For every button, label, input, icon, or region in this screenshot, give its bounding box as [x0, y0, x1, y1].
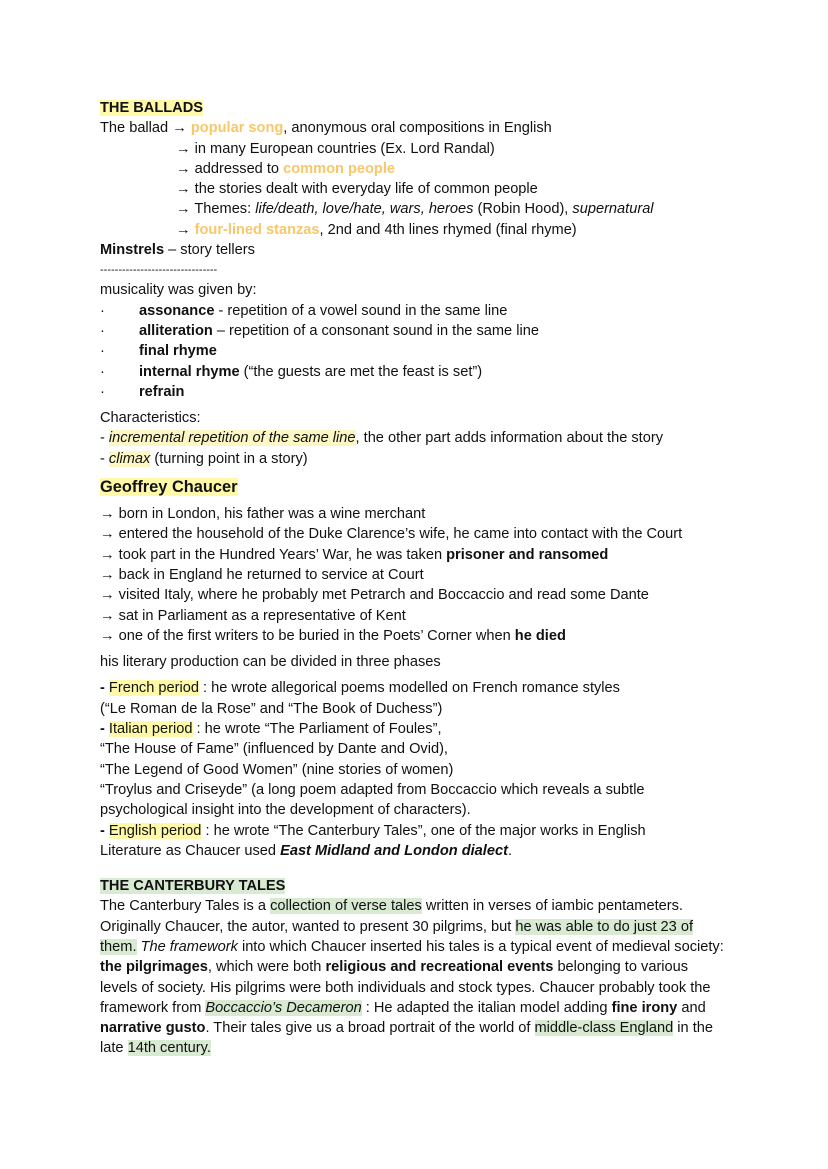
italian-period	[100, 719, 740, 739]
musicality-line: musicality was given by:	[100, 282, 257, 299]
highlight-text: climax	[108, 450, 151, 467]
text: → took part in the Hundred Years’ War, he was taken	[100, 546, 447, 563]
text: (Robin Hood),	[473, 201, 573, 218]
highlight-text: he was able to do just 23 of them.	[100, 918, 694, 955]
highlight-text: incremental repetition of the same line	[108, 430, 356, 447]
section-ballads	[100, 98, 740, 118]
text: : He adapted the italian model adding	[361, 999, 612, 1016]
highlight-text: collection of verse tales	[270, 898, 422, 915]
text: .	[507, 842, 512, 859]
canterbury-paragraph	[100, 896, 726, 1058]
characteristic-1	[100, 428, 740, 448]
text: (“the guests are met the feast is set”)	[239, 363, 483, 380]
text: - repetition of a vowel sound in the same line	[214, 302, 508, 319]
text: Literature as Chaucer used	[100, 842, 281, 859]
text: The ballad →	[100, 120, 191, 137]
phases-intro: his literary production can be divided in three phases	[100, 654, 441, 671]
highlight-text: four-lined stanzas	[194, 221, 320, 238]
ballad-line-3	[100, 159, 740, 179]
highlight-text: Boccaccio’s Decameron	[205, 999, 362, 1016]
bio-line	[100, 565, 740, 585]
text: in the late	[100, 1020, 713, 1057]
ballad-line-5	[100, 199, 740, 219]
text: → Themes:	[176, 201, 256, 218]
bio-line	[100, 626, 740, 646]
ballad-line-6	[100, 220, 740, 240]
highlight-text: popular song	[190, 120, 284, 137]
text: → born in London, his father was a wine merchant	[100, 506, 426, 523]
bold-text: prisoner and ransomed	[446, 546, 609, 563]
list-item	[100, 341, 740, 361]
characteristics-label: Characteristics:	[100, 410, 201, 427]
highlight-text: common people	[283, 160, 395, 177]
bold-text: Minstrels	[100, 242, 165, 259]
dash: -	[100, 680, 109, 697]
bold-text: religious and recreational events	[325, 959, 554, 976]
text: : he wrote allegorical poems modelled on French romance styles	[198, 680, 620, 697]
bold-text: assonance	[139, 302, 215, 319]
text: – repetition of a consonant sound in the same line	[212, 322, 539, 339]
bio-line	[100, 545, 740, 565]
characteristic-2	[100, 449, 740, 469]
text: , the other part adds information about the story	[355, 430, 663, 447]
dash: -	[100, 822, 109, 839]
bold-text: fine irony	[611, 999, 678, 1016]
bullet: ·	[100, 302, 105, 319]
chaucer-heading: Geoffrey Chaucer	[100, 478, 238, 497]
italian-period-line-4: “Troylus and Criseyde” (a long poem adapted from Boccaccio which reveals a subtle	[100, 781, 645, 798]
text: . Their tales give us a broad portrait of the world of	[205, 1020, 535, 1037]
bio-line	[100, 585, 740, 605]
ballad-line-4: → the stories dealt with everyday life of common people	[176, 181, 538, 198]
text: -	[100, 430, 109, 447]
bold-italic-text: East Midland and London dialect	[280, 842, 508, 859]
text: – story tellers	[164, 242, 255, 259]
separator: --------------------------------	[100, 264, 218, 277]
chaucer-bio	[100, 504, 740, 646]
document-page	[100, 98, 740, 1059]
italian-period-line-2: “The House of Fame” (influenced by Dante and Ovid),	[100, 741, 448, 758]
bullet: ·	[100, 383, 105, 400]
highlight-text: middle-class England	[534, 1020, 674, 1037]
text: -	[100, 450, 109, 467]
text: , 2nd and 4th lines rhymed (final rhyme)	[319, 221, 577, 238]
section-canterbury	[100, 876, 740, 896]
text: → entered the household of the Duke Clarence’s wife, he came into contact with the Court	[100, 526, 683, 543]
ballads-heading: THE BALLADS	[100, 100, 203, 116]
italian-period-line-3: “The Legend of Good Women” (nine stories of women)	[100, 761, 454, 778]
highlight-text: English period	[108, 822, 202, 839]
minstrels-line	[100, 240, 740, 260]
list-item	[100, 382, 740, 402]
text: : he wrote “The Canterbury Tales”, one of the major works in English	[201, 822, 646, 839]
bold-text: narrative gusto	[100, 1020, 206, 1037]
bold-text: final rhyme	[139, 343, 217, 360]
bold-text: refrain	[139, 383, 185, 400]
text: → one of the first writers to be buried in the Poets’ Corner when	[100, 627, 515, 644]
text: The Canterbury Tales is a	[100, 898, 271, 915]
text: , anonymous oral compositions in English	[283, 120, 552, 137]
phases	[100, 678, 740, 861]
bold-text: internal rhyme	[139, 363, 240, 380]
bold-text: the pilgrimages	[100, 959, 208, 976]
list-item	[100, 362, 740, 382]
text: , which were both	[207, 959, 326, 976]
text: → sat in Parliament as a representative of Kent	[100, 607, 406, 624]
text: and	[677, 999, 706, 1016]
text: into which Chaucer inserted his tales is a typical event of medieval society:	[237, 938, 724, 955]
bullet: ·	[100, 363, 105, 380]
highlight-text: 14th century.	[127, 1040, 211, 1057]
text: → back in England he returned to service at Court	[100, 566, 424, 583]
bio-line	[100, 524, 740, 544]
bio-line	[100, 606, 740, 626]
italic-text: supernatural	[572, 201, 654, 218]
italian-period-line-5: psychological insight into the development of characters).	[100, 802, 471, 819]
bold-text: alliteration	[139, 322, 213, 339]
text: written in verses of iambic pentameters. Originally Chaucer, the autor, wanted to present 30 pilgrims, but	[100, 898, 683, 935]
dash: -	[100, 721, 109, 738]
bold-text: he died	[514, 627, 566, 644]
italic-text: The framework	[140, 938, 238, 955]
list-item	[100, 301, 740, 321]
canterbury-heading: THE CANTERBURY TALES	[100, 878, 286, 895]
section-chaucer	[100, 476, 740, 499]
text: → visited Italy, where he probably met Petrarch and Boccaccio and read some Dante	[100, 587, 649, 604]
text: belonging to various levels of society. His pilgrims were both individuals and stock types. Chaucer probably took the framework from	[100, 959, 711, 1016]
text: (turning point in a story)	[150, 450, 308, 467]
bullet: ·	[100, 343, 105, 360]
english-period	[100, 821, 740, 841]
highlight-text: Italian period	[108, 721, 193, 738]
bio-line	[100, 504, 740, 524]
highlight-text: French period	[108, 680, 199, 697]
text: → addressed to	[176, 160, 284, 177]
ballad-line-1	[100, 118, 740, 138]
text: : he wrote “The Parliament of Foules”,	[192, 721, 442, 738]
english-period-line-2	[100, 841, 740, 861]
italic-text: life/death, love/hate, wars, heroes	[255, 201, 474, 218]
french-period-line-2: (“Le Roman de la Rose” and “The Book of Duchess”)	[100, 700, 443, 717]
text: →	[176, 221, 195, 238]
bullet: ·	[100, 322, 105, 339]
french-period	[100, 678, 740, 698]
ballad-line-2: → in many European countries (Ex. Lord Randal)	[176, 140, 495, 157]
list-item	[100, 321, 740, 341]
